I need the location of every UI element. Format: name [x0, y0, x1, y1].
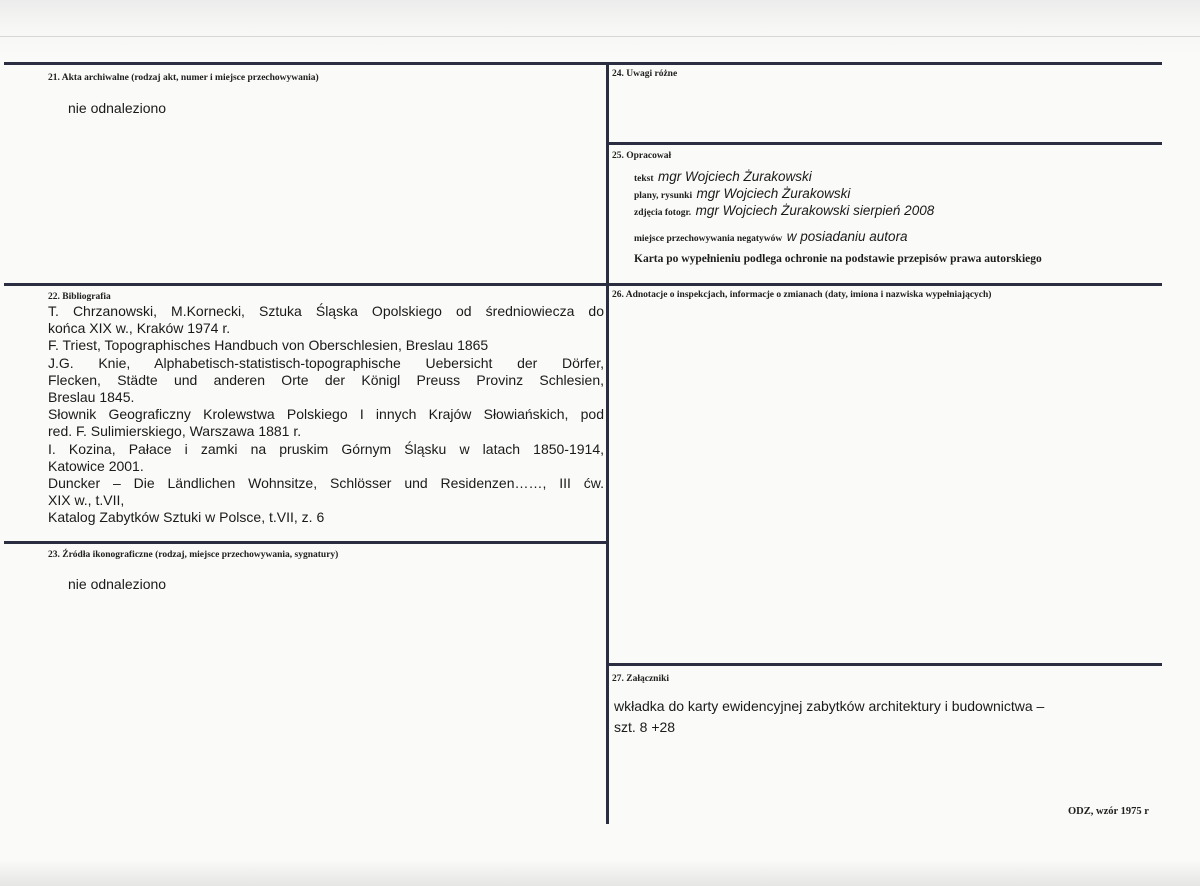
section-21-label: 21. Akta archiwalne (rodzaj akt, numer i miejsce przechowywania) [48, 73, 319, 83]
divider-26-27 [608, 663, 1162, 666]
author-photos-row [634, 202, 934, 220]
top-border [4, 62, 1162, 65]
bibliography-line: Breslau 1845. [48, 388, 135, 405]
attachments-line-1: wkładka do karty ewidencyjnej zabytków architektury i budownictwa – [614, 698, 1045, 714]
negatives-label: miejsce przechowywania negatywów [634, 234, 783, 244]
author-plans-value: mgr Wojciech Żurakowski [696, 186, 851, 201]
bibliography-line: Flecken, Städte und anderen Orte der Königl Preuss Provinz Schlesien, [48, 371, 604, 388]
section-23-label: 23. Źródła ikonograficzne (rodzaj, miejsce przechowywania, sygnatury) [48, 550, 339, 560]
bibliography-line: J.G. Knie, Alphabetisch-statistisch-topographische Uebersicht der Dörfer, [48, 354, 604, 371]
bibliography-line: T. Chrzanowski, M.Kornecki, Sztuka Śląska Opolskiego od średniowiecza do [48, 303, 604, 319]
author-photos-value: mgr Wojciech Żurakowski sierpień 2008 [695, 203, 935, 218]
section-21-value: nie odnaleziono [68, 100, 167, 116]
center-divider [606, 62, 609, 824]
bibliography-line: red. F. Sulimierskiego, Warszawa 1881 r. [48, 423, 302, 440]
bibliography-line: Katowice 2001. [48, 457, 144, 474]
bibliography-line: Duncker – Die Ländlichen Wohnsitze, Schlösser und Residenzen……, III ćw. [48, 474, 604, 491]
section-27-label: 27. Załączniki [612, 674, 670, 684]
bibliography-line: F. Triest, Topographisches Handbuch von Oberschlesien, Breslau 1865 [48, 337, 489, 354]
bibliography-line: Słownik Geograficzny Krolewstwa Polskiego I innych Krajów Słowiańskich, pod [48, 406, 604, 423]
section-26-label: 26. Adnotacje o inspekcjach, informacje o zmianach (daty, imiona i nazwiska wypełniających) [612, 290, 992, 300]
divider-22-23 [4, 541, 608, 544]
author-photos-label: zdjęcia fotogr. [634, 208, 692, 218]
bibliography-line: Katalog Zabytków Sztuki w Polsce, t.VII, z. 6 [48, 509, 325, 526]
form-template-footer: ODZ, wzór 1975 r [1068, 806, 1149, 817]
author-plans-label: plany, rysunki [634, 191, 693, 201]
author-plans-row [634, 185, 850, 203]
negatives-value: w posiadaniu autora [786, 229, 908, 244]
divider-21-22 [4, 283, 1162, 286]
attachments-line-2: szt. 8 +28 [614, 719, 676, 735]
section-24-label: 24. Uwagi różne [612, 69, 678, 79]
author-text-label: tekst [634, 174, 654, 184]
author-text-value: mgr Wojciech Żurakowski [657, 169, 812, 184]
copyright-notice: Karta po wypełnieniu podlega ochronie na podstawie przepisów prawa autorskiego [634, 253, 1042, 265]
bibliography-line: końca XIX w., Kraków 1974 r. [48, 320, 231, 337]
author-text-row [634, 168, 812, 186]
section-25-label: 25. Opracował [612, 151, 672, 161]
bibliography-line: XIX w., t.VII, [48, 492, 125, 509]
divider-24-25 [608, 142, 1162, 145]
negatives-row [634, 228, 908, 246]
bibliography-list [48, 303, 604, 526]
scan-edge-line [0, 36, 1200, 37]
section-23-value: nie odnaleziono [68, 576, 167, 592]
bibliography-line: I. Kozina, Pałace i zamki na pruskim Górnym Śląsku w latach 1850-1914, [48, 440, 604, 457]
section-22-label: 22. Bibliografia [48, 292, 111, 302]
